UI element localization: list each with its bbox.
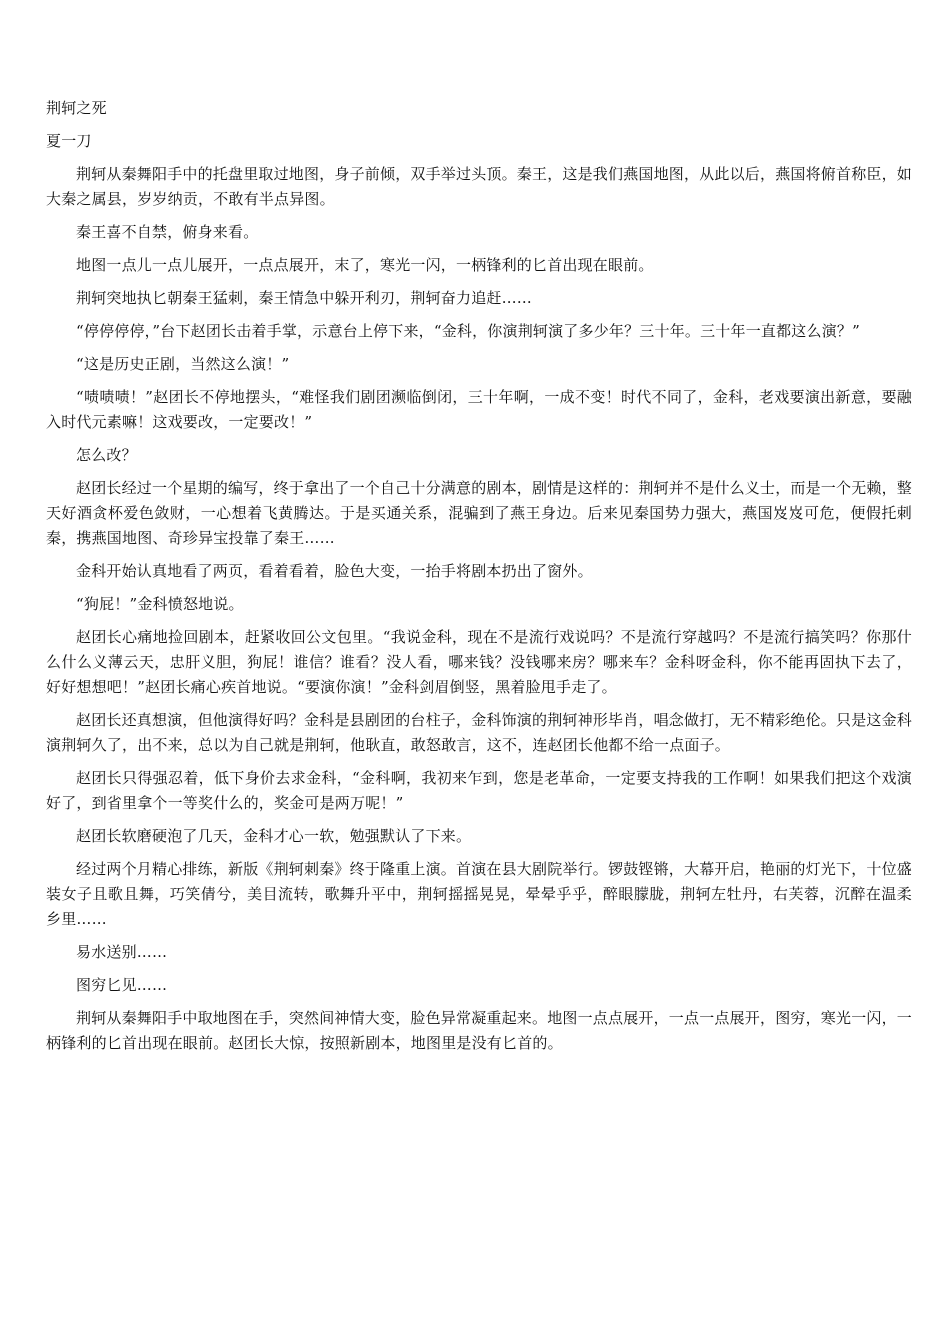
author-name: 夏一刀	[46, 132, 92, 150]
paragraph: 怎么改？	[76, 446, 137, 464]
paragraph: 荆轲突地执匕朝秦王猛刺，秦王情急中躲开利刃，荆轲奋力追赶……	[76, 289, 533, 307]
paragraph: 易水送别……	[76, 943, 168, 961]
paragraph: 赵团长还真想演，但他演得好吗？金科是县剧团的台柱子，金科饰演的荆轲神形毕肖，唱念做打，无不精彩绝伦。只是这金科演荆轲久了，出不来，总以为自己就是荆轲，他耿直，敢怒敢言，这不，连赵团长他都不给一点面子。	[46, 711, 913, 754]
paragraph: 荆轲从秦舞阳手中取地图在手，突然间神情大变，脸色异常凝重起来。地图一点点展开，一点一点展开，图穷，寒光一闪，一柄锋利的匕首出现在眼前。赵团长大惊，按照新剧本，地图里是没有匕首的。	[46, 1009, 913, 1052]
document-page	[46, 96, 912, 1064]
story-title: 荆轲之死	[46, 99, 107, 117]
paragraph: 秦王喜不自禁，俯身来看。	[76, 223, 259, 241]
paragraph: “啧啧啧！”赵团长不停地摆头，“难怪我们剧团濒临倒闭，三十年啊，一成不变！时代不同了，金科，老戏要演出新意，要融入时代元素嘛！这戏要改，一定要改！”	[46, 388, 912, 431]
paragraph: “这是历史正剧，当然这么演！”	[76, 355, 290, 373]
paragraph: 荆轲从秦舞阳手中的托盘里取过地图，身子前倾，双手举过头顶。秦王，这是我们燕国地图，从此以后，燕国将俯首称臣，如大秦之属县，岁岁纳贡，不敢有半点异图。	[46, 165, 913, 208]
paragraph: 图穷匕见……	[76, 976, 168, 994]
paragraph: “停停停停，”台下赵团长击着手掌，示意台上停下来，“金科，你演荆轲演了多少年？三十年。三十年一直都这么演？”	[76, 322, 860, 340]
paragraph: 金科开始认真地看了两页，看着看着，脸色大变，一抬手将剧本扔出了窗外。	[76, 562, 593, 580]
paragraph: 地图一点儿一点儿展开，一点点展开，末了，寒光一闪，一柄锋利的匕首出现在眼前。	[76, 256, 654, 274]
paragraph: 赵团长软磨硬泡了几天，金科才心一软，勉强默认了下来。	[76, 827, 472, 845]
paragraph: 赵团长只得强忍着，低下身价去求金科，“金科啊，我初来乍到，您是老革命，一定要支持我的工作啊！如果我们把这个戏演好了，到省里拿个一等奖什么的，奖金可是两万呢！”	[46, 769, 912, 812]
paragraph: 赵团长经过一个星期的编写，终于拿出了一个自己十分满意的剧本，剧情是这样的：荆轲并不是什么义士，而是一个无赖，整天好酒贪杯爱色敛财，一心想着飞黄腾达。于是买通关系，混骗到了燕王身边。后来见秦国势力强大，燕国岌岌可危，便假托刺秦，携燕国地图、奇珍异宝投靠了秦王……	[46, 479, 913, 547]
paragraph: “狗屁！”金科愤怒地说。	[76, 595, 244, 613]
paragraph: 经过两个月精心排练，新版《荆轲刺秦》终于隆重上演。首演在县大剧院举行。锣鼓铿锵，大幕开启，艳丽的灯光下，十位盛装女子且歌且舞，巧笑倩兮，美目流转，歌舞升平中，荆轲摇摇晃晃，晕晕乎乎，醉眼朦胧，荆轲左牡丹，右芙蓉，沉醉在温柔乡里……	[46, 860, 913, 928]
paragraph: 赵团长心痛地捡回剧本，赶紧收回公文包里。“我说金科，现在不是流行戏说吗？不是流行穿越吗？不是流行搞笑吗？你那什么什么义薄云天，忠肝义胆，狗屁！谁信？谁看？没人看，哪来钱？没钱哪来房？哪来车？金科呀金科，你不能再固执下去了，好好想想吧！”赵团长痛心疾首地说。“要演你演！”金科剑眉倒竖，黑着脸甩手走了。	[46, 628, 912, 696]
